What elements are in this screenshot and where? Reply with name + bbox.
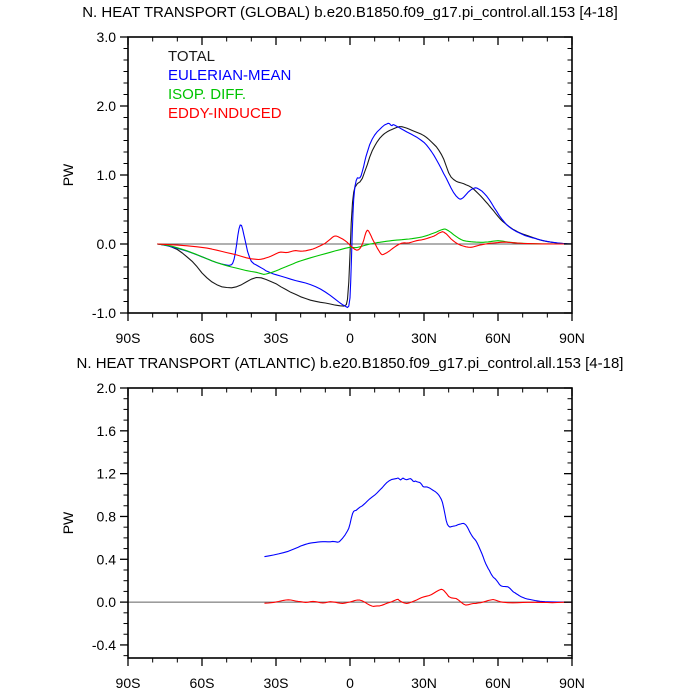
atlantic-panel-title: N. HEAT TRANSPORT (ATLANTIC) b.e20.B1850.f09_g17.pi_control.all.153 [4-18]: [76, 355, 624, 372]
legend-item-total: TOTAL: [168, 48, 215, 65]
y-tick-label: -0.4: [91, 636, 116, 653]
y-tick-label: 0.0: [96, 594, 116, 611]
x-tick-label: 30N: [411, 330, 437, 346]
series-line-eulerian-mean: [265, 478, 572, 602]
global-panel-title: N. HEAT TRANSPORT (GLOBAL) b.e20.B1850.f09_g17.pi_control.all.153 [4-18]: [82, 4, 618, 21]
x-tick-label: 90S: [115, 330, 141, 346]
series-line-eulerian-mean: [158, 123, 572, 307]
y-tick-label: 0.0: [96, 236, 116, 252]
x-tick-label: 60N: [485, 330, 511, 346]
y-tick-label: 1.0: [96, 167, 116, 183]
x-tick-label: 30S: [263, 675, 289, 691]
legend-item-eddy-induced: EDDY-INDUCED: [168, 105, 282, 122]
x-tick-label: 30N: [411, 675, 437, 691]
series-line-total: [158, 127, 572, 306]
y-tick-label: 0.8: [96, 508, 116, 525]
x-tick-label: 90N: [559, 330, 585, 346]
x-tick-label: 60N: [485, 675, 511, 691]
x-tick-label: 0: [346, 330, 354, 346]
legend-item-isop-diff: ISOP. DIFF.: [168, 86, 247, 103]
series-line-eddy-induced: [265, 589, 572, 606]
y-axis-label: PW: [60, 163, 76, 187]
legend-item-eulerian-mean: EULERIAN-MEAN: [168, 67, 292, 84]
y-tick-label: 2.0: [96, 98, 116, 114]
x-tick-label: 30S: [263, 330, 289, 346]
y-tick-label: 2.0: [96, 380, 116, 396]
x-tick-label: 60S: [189, 675, 215, 691]
y-tick-label: 1.2: [96, 465, 116, 482]
x-tick-label: 0: [346, 675, 354, 691]
x-tick-label: 60S: [189, 330, 215, 346]
y-tick-label: 1.6: [96, 422, 116, 439]
y-tick-label: 3.0: [96, 29, 116, 45]
x-tick-label: 90S: [115, 675, 141, 691]
y-axis-label: PW: [60, 511, 76, 535]
y-tick-label: -1.0: [91, 305, 116, 321]
x-tick-label: 90N: [559, 675, 585, 691]
y-tick-label: 0.4: [96, 551, 116, 568]
axis-border: [128, 37, 572, 313]
